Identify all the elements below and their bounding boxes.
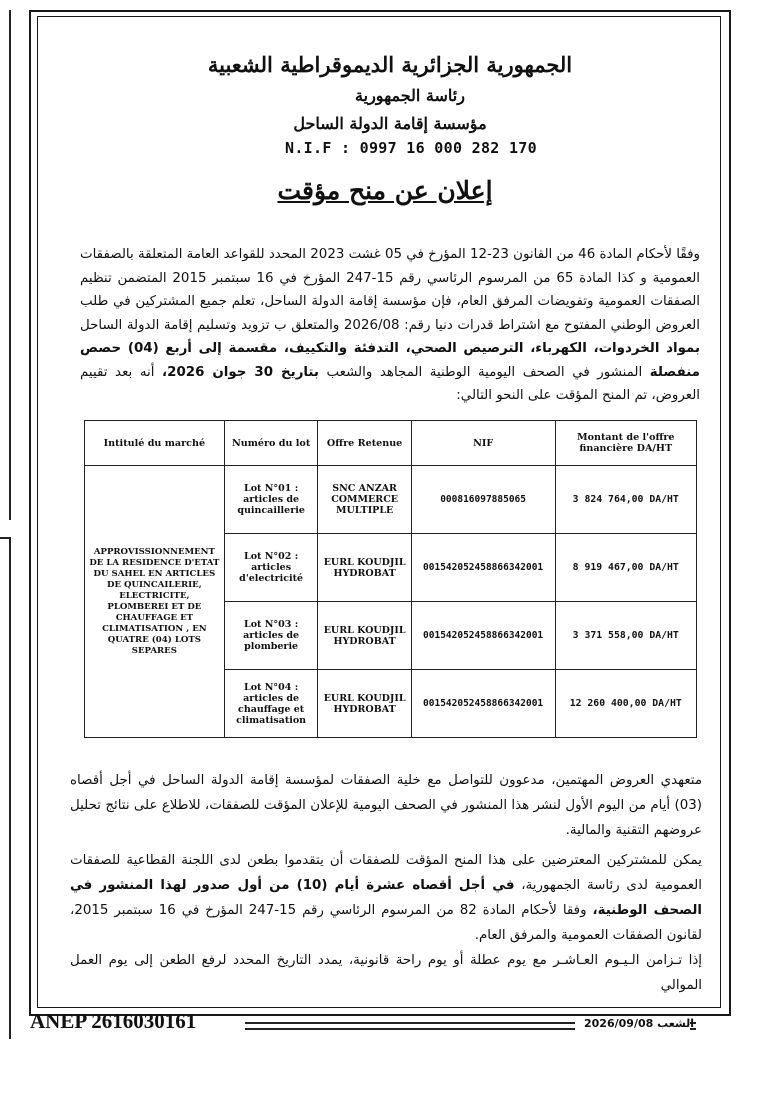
holiday-paragraph: إذا تـزامن الـيـوم العـاشـر مع يوم عطلة أو يوم راحة قانونية، يمدد التاريخ المحدد لرفع الطعن إلى يوم العمل الموالي [70, 953, 702, 993]
announcement-title: إعلان عن منح مؤقت [277, 176, 493, 205]
montant-cell: 12 260 400,00 DA/HT [555, 670, 697, 738]
header-lot: Numéro du lot [224, 421, 318, 466]
header-montant: Montant de l'offre financière DA/HT [555, 421, 697, 466]
appeal-paragraph [70, 848, 702, 948]
intro-paragraph [80, 243, 700, 408]
newspaper-date: الشعب 2026/09/08 [584, 1017, 695, 1030]
lot-cell: Lot N°01 : articles de quincaillerie [224, 466, 318, 534]
lot-cell: Lot N°02 : articles d'electricité [224, 534, 318, 602]
appeal-text-1: يمكن للمشتركين المعترضين على هذا المنح المؤقت للصفقات أن يتقدموا بطعن لدى اللجنة القطاعية للصفقات العمومية لدى رئاسة الجمهورية، [70, 853, 702, 893]
montant-cell: 3 371 558,00 DA/HT [555, 602, 697, 670]
bidders-invitation-paragraph: متعهدي العروض المهتمين، مدعوون للتواصل مع خلية الصفقات لمؤسسة إقامة الدولة الساحل في أجل أقصاه (03) أيام من اليوم الأول لنشر هذا المنشور في الصحف اليومية للإعلان المؤقت للصفقات، للاطلاع على نتائج تحليل عروضهم التقنية والمالية. [70, 773, 702, 838]
intro-text-4: بتاريخ 30 جوان 2026، [162, 364, 319, 380]
header-nif: NIF [411, 421, 555, 466]
table-row [85, 466, 697, 534]
nif-cell: 001542052458866342001 [411, 670, 555, 738]
nif-line: N.I.F : 0997 16 000 282 170 [285, 139, 537, 157]
offre-cell: EURL KOUDJIL HYDROBAT [318, 602, 411, 670]
anep-reference: ANEP 2616030161 [30, 1009, 197, 1033]
left-edge-mark [0, 10, 11, 520]
intro-text-2: بمواد الخردوات، الكهرباء، الترصيص الصحي، التدفئة والتكييف، مقسمة إلى أربع (04) حصص منفصلة [80, 341, 700, 380]
appeal-text-2: وفقا لأحكام المادة 82 من المرسوم الرئاسي رقم 15-247 المؤرخ في 16 سبتمبر 2015، لقانون الصفقات العمومية والمرفق العام. [70, 903, 702, 943]
offre-cell: SNC ANZAR COMMERCE MULTIPLE [318, 466, 411, 534]
marche-cell: APPROVISSIONNEMENT DE LA RESIDENCE D'ETAT DU SAHEL EN ARTICLES DE QUINCAILERIE, ELECTRICITE, PLOMBEREI ET DE CHAUFFAGE ET CLIMATISATION , EN QUATRE (04) LOTS SEPARES [85, 466, 225, 738]
header-intitule: Intitulé du marché [85, 421, 225, 466]
nif-cell: 000816097885065 [411, 466, 555, 534]
montant-cell: 3 824 764,00 DA/HT [555, 466, 697, 534]
appeal-deadline-text: في أجل أقصاه عشرة أيام (10) من أول صدور لهذا المنشور في الصحف الوطنية، [70, 878, 702, 918]
institution-heading: مؤسسة إقامة الدولة الساحل [293, 114, 487, 133]
nif-cell: 001542052458866342001 [411, 602, 555, 670]
lot-cell: Lot N°03 : articles de plomberie [224, 602, 318, 670]
intro-text-5: أنه بعد تقييم العروض، تم المنح المؤقت على النحو التالي: [80, 364, 700, 403]
offre-cell: EURL KOUDJIL HYDROBAT [318, 534, 411, 602]
nif-cell: 001542052458866342001 [411, 534, 555, 602]
left-edge-mark-lower [0, 537, 11, 1039]
republic-heading: الجمهورية الجزائرية الديموقراطية الشعبية [207, 52, 573, 77]
intro-text-3: المنشور في الصحف اليومية الوطنية المجاهد والشعب [326, 364, 643, 380]
footer-rule [245, 1022, 575, 1030]
award-table [84, 420, 697, 738]
presidency-heading: رئاسة الجمهورية [355, 86, 465, 105]
offre-cell: EURL KOUDJIL HYDROBAT [318, 670, 411, 738]
lot-cell: Lot N°04 : articles de chauffage et climatisation [224, 670, 318, 738]
intro-text-1: وفقًا لأحكام المادة 46 من القانون 23-12 المؤرخ في 05 غشت 2023 المحدد للقواعد العامة المتعلقة بالصفقات العمومية و كذا المادة 65 من المرسوم الرئاسي رقم 15-247 المؤرخ في 16 سبتمبر 2015 المتضمن تنظيم الصفقات العمومية وتفويضات المرفق العام، فإن مؤسسة إقامة الدولة الساحل، تعلم جميع المشتركين في طلب العروض الوطني المفتوح مع اشتراط قدرات دنيا رقم: 2026/08 والمتعلق ب تزويد وتسليم إقامة الدولة الساحل [80, 247, 700, 333]
montant-cell: 8 919 467,00 DA/HT [555, 534, 697, 602]
table-header-row [85, 421, 697, 466]
header-offre: Offre Retenue [318, 421, 411, 466]
